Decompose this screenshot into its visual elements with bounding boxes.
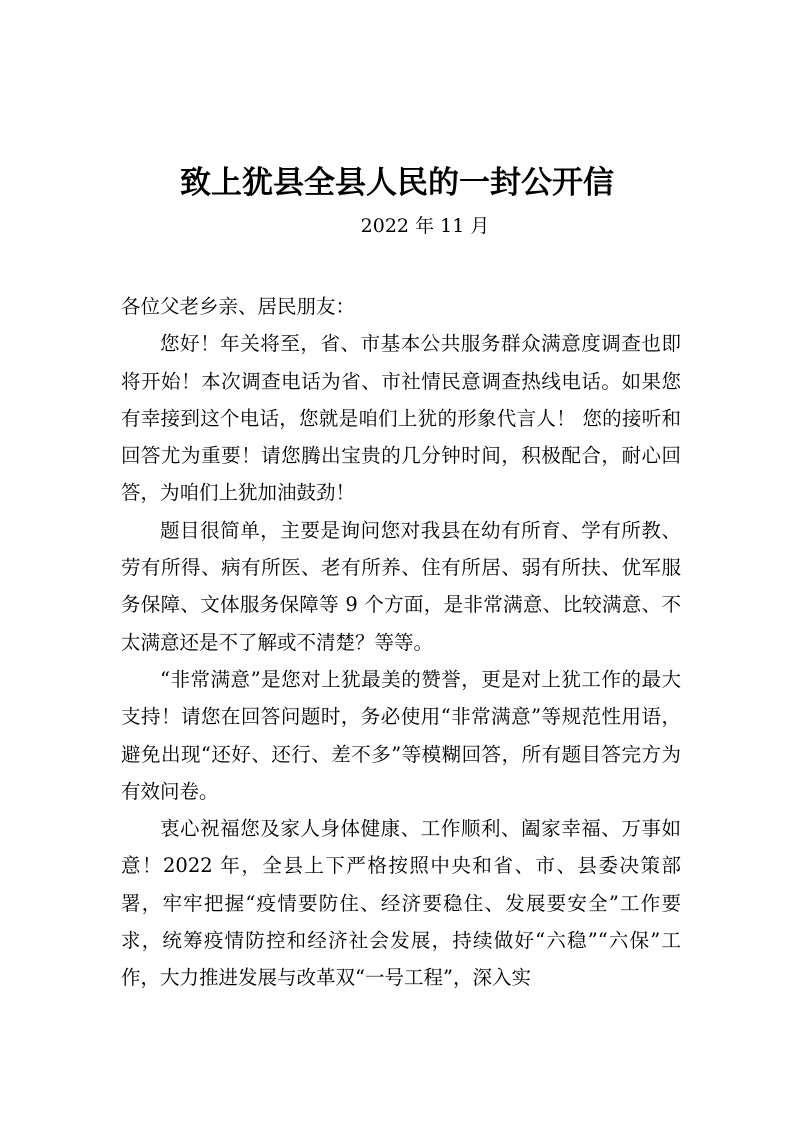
document-date: 2022 年 11 月 xyxy=(360,215,490,237)
document-title: 致上犹县全县人民的一封公开信 xyxy=(180,165,614,201)
paragraph-greeting: 您好！年关将至，省、市基本公共服务群众满意度调查也即将开始！本次调查电话为省、市社情民意调查热线电话。如果您有幸接到这个电话，您就是咱们上犹的形象代言人！ 您的接听和回答尤为重要！请您腾出宝贵的几分钟时间，积极配合，耐心回答，为咱们上犹加油鼓劲！ xyxy=(121,332,681,505)
paragraph-blessing: 衷心祝福您及家人身体健康、工作顺利、阖家幸福、万事如意！2022 年，全县上下严格按照中央和省、市、县委决策部署，牢牢把握“疫情要防住、经济要稳住、发展要安全”工作要求，统筹疫情防控和经济社会发展，持续做好“六稳”“六保”工作，大力推进发展与改革双“一号工程”，深入实 xyxy=(121,817,681,990)
paragraph-request: “非常满意”是您对上犹最美的赞誉，更是对上犹工作的最大支持！请您在回答问题时，务必使用“非常满意”等规范性用语，避免出现“还好、还行、差不多”等模糊回答，所有题目答完方为有效问卷。 xyxy=(121,667,681,803)
document-body xyxy=(121,288,681,997)
paragraph-questions: 题目很简单，主要是询问您对我县在幼有所育、学有所教、劳有所得、病有所医、老有所养、住有所居、弱有所扶、优军服务保障、文体服务保障等 9 个方面，是非常满意、比较满意、不太满意还是不了解或不清楚？等等。 xyxy=(121,518,681,654)
salutation: 各位父老乡亲、居民朋友： xyxy=(121,295,356,318)
